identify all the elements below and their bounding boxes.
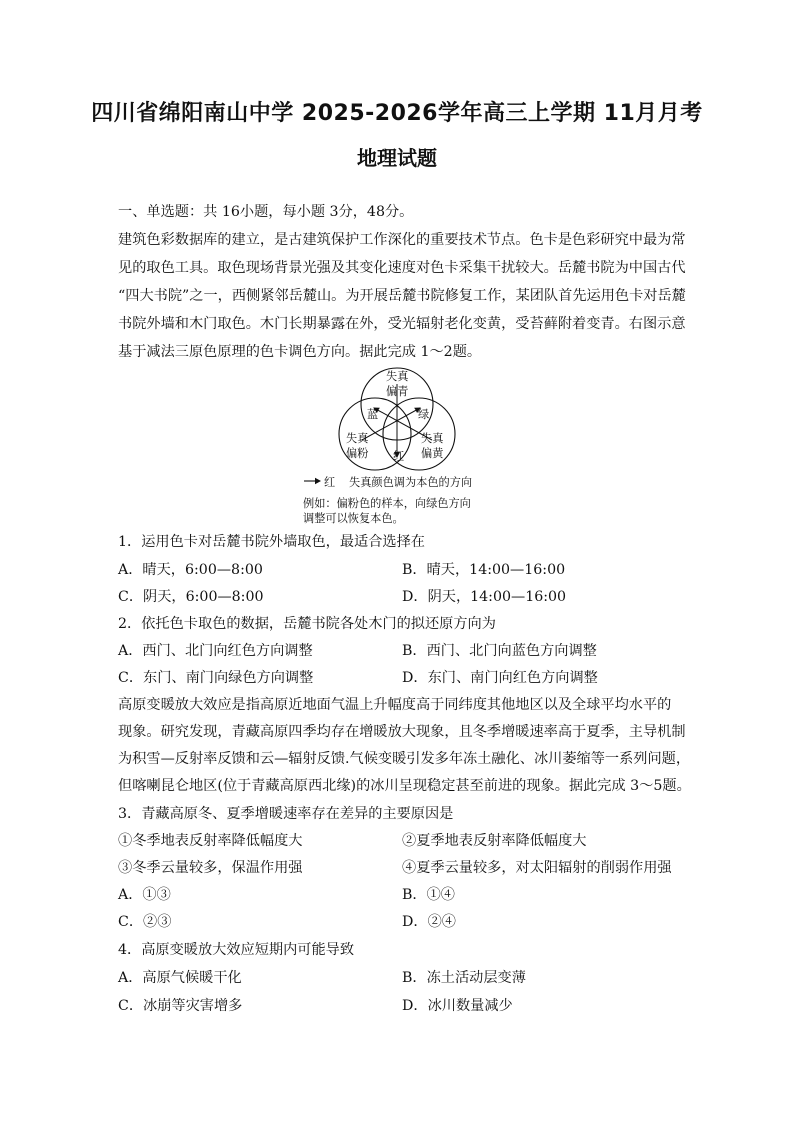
passage2-line: 高原变暖放大效应是指高原近地面气温上升幅度高于同纬度其他地区以及全球平均水平的 (118, 697, 672, 713)
yellow-label-2: 偏黄 (421, 447, 444, 460)
green-label: 绿 (418, 408, 430, 421)
legend-arrow-icon (303, 476, 323, 486)
q3-option-c: C．②③ (118, 914, 172, 930)
q4-option-a: A．高原气候暖干化 (118, 970, 242, 986)
q2-option-b: B．西门、北门向蓝色方向调整 (402, 643, 597, 659)
passage1-line: 建筑色彩数据库的建立，是古建筑保护工作深化的重要技术节点。色卡是色彩研究中最为常 (118, 232, 686, 248)
q2-option-d: D．东门、南门向红色方向调整 (402, 670, 598, 686)
figure-note-1: 例如：偏粉色的样本，向绿色方向 (303, 497, 471, 510)
magenta-label-1: 失真 (346, 432, 369, 445)
q4-option-c: C．冰崩等灾害增多 (118, 998, 243, 1014)
legend-text: 失真颜色调为本色的方向 (349, 476, 473, 489)
section-heading: 一、单选题：共 16小题，每小题 3分，48分。 (118, 204, 414, 220)
q3-statement-1: ①冬季地表反射率降低幅度大 (118, 833, 303, 849)
red-label: 红 (393, 450, 405, 463)
q1-option-d: D．阴天，14:00—16:00 (402, 589, 567, 605)
q1-option-c: C．阴天，6:00—8:00 (118, 589, 264, 605)
q2-option-c: C．东门、南门向绿色方向调整 (118, 670, 314, 686)
exam-title: 四川省绵阳南山中学 2025-2026学年高三上学期 11月月考 (91, 101, 703, 126)
q3-option-a: A．①③ (118, 887, 171, 903)
q1-stem: 1．运用色卡对岳麓书院外墙取色，最适合选择在 (118, 534, 425, 550)
magenta-label-2: 偏粉 (346, 447, 369, 460)
passage1-line: “四大书院”之一，西侧紧邻岳麓山。为开展岳麓书院修复工作，某团队首先运用色卡对岳麓 (118, 288, 686, 304)
q2-stem: 2．依托色卡取色的数据，岳麓书院各处木门的拟还原方向为 (118, 616, 496, 632)
cyan-label-2: 偏青 (386, 385, 409, 398)
exam-subtitle: 地理试题 (357, 146, 437, 170)
figure-note-2: 调整可以恢复本色。 (303, 512, 404, 525)
q4-option-b: B．冻土活动层变薄 (402, 970, 526, 986)
passage2-line: 但喀喇昆仑地区(位于青藏高原西北缘)的冰川呈现稳定甚至前进的现象。据此完成 3～5题。 (118, 778, 691, 794)
passage1-line: 见的取色工具。取色现场背景光强及其变化速度对色卡采集干扰较大。岳麓书院为中国古代 (118, 260, 686, 276)
passage1-line: 书院外墙和木门取色。木门长期暴露在外，受光辐射老化变黄，受苔藓附着变青。右图示意 (118, 316, 686, 332)
passage2-line: 现象。研究发现，青藏高原四季均存在增暖放大现象，且冬季增暖速率高于夏季，主导机制 (118, 724, 686, 740)
passage1-line: 基于减法三原色原理的色卡调色方向。据此完成 1～2题。 (118, 344, 482, 360)
q2-option-a: A．西门、北门向红色方向调整 (118, 643, 313, 659)
q3-option-b: B．①④ (402, 887, 455, 903)
q1-option-a: A．晴天，6:00—8:00 (118, 562, 263, 578)
q3-stem: 3．青藏高原冬、夏季增暖速率存在差异的主要原因是 (118, 806, 454, 822)
q1-option-b: B．晴天，14:00—16:00 (402, 562, 566, 578)
q3-option-d: D．②④ (402, 914, 456, 930)
q3-statement-2: ②夏季地表反射率降低幅度大 (402, 833, 587, 849)
color-card-diagram (300, 362, 500, 532)
q3-statement-3: ③冬季云量较多，保温作用强 (118, 860, 303, 876)
q3-statement-4: ④夏季云量较多，对太阳辐射的削弱作用强 (402, 860, 672, 876)
yellow-label-1: 失真 (421, 432, 444, 445)
blue-label: 蓝 (367, 408, 379, 421)
passage2-line: 为积雪—反射率反馈和云—辐射反馈.气候变暖引发多年冻土融化、冰川萎缩等一系列问题， (118, 751, 691, 767)
cyan-label-1: 失真 (386, 370, 409, 383)
q4-option-d: D．冰川数量减少 (402, 998, 513, 1014)
q4-stem: 4．高原变暖放大效应短期内可能导致 (118, 942, 355, 958)
legend-arrow-label: 红 (324, 476, 336, 489)
